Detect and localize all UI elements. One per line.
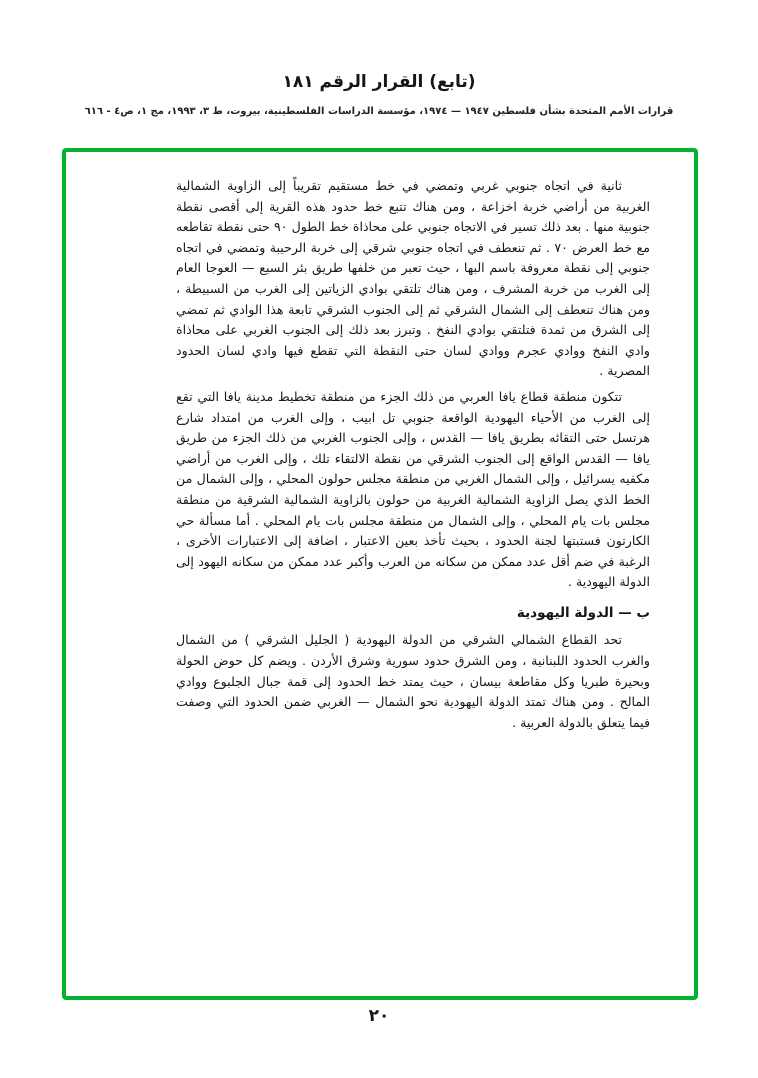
section-heading-jewish-state: ب — الدولة اليهودية — [516, 604, 650, 621]
paragraph-jewish-state-boundaries: تحد القطاع الشمالي الشرقي من الدولة اليهودية ( الجليل الشرقي ) من الشمال والغرب الحدود اللبنانية ، ومن الشرق حدود سورية وشرق الأردن . ويضم كل حوض الحولة وبحيرة طبريا وكل مقاطعة بيسان ، حيث يمتد خط الحدود إلى قمة جبال الجلبوع ووادي المالح . ومن هناك تمتد الدولة اليهودية نحو الشمال — الغربي ضمن الحدود التي وصفت فيما يتعلق بالدولة العربية . — [176, 632, 650, 730]
page-number: ٢٠ — [368, 1006, 390, 1026]
paragraph-jaffa-enclave: تتكون منطقة قطاع يافا العربي من ذلك الجزء من منطقة تخطيط مدينة يافا التي تقع إلى الغرب من الأحياء اليهودية الواقعة جنوبي تل ابيب ، وإلى الغرب من امتداد شارع هرتسل حتى التقائه بطريق يافا — القدس ، وإلى الجنوب الغربي من ذلك الجزء من طريق يافا — القدس الواقع إلى الجنوب الشرقي من نقطة الالتقاء تلك ، وإلى الغرب من أراضي مكفيه يسرائيل ، وإلى الشمال الغربي من منطقة مجلس حولون المحلي ، وإلى الشمال من الخط الذي يصل الزاوية الشمالية الغربية من حولون بالزاوية الشمالية الشرقية من منطقة مجلس بات يام المحلي ، وإلى الشمال من منطقة مجلس بات يام المحلي . أما مسألة حي الكارتون فستبتها لجنة الحدود ، بحيث تأخذ بعين الاعتبار ، اضافة إلى الاعتبارات الأخرى ، الرغبة في ضم أقل عدد ممكن من سكانه من العرب وأكبر عدد ممكن من سكانه اليهود إلى الدولة اليهودية . — [176, 388, 650, 590]
content-frame — [62, 148, 698, 1000]
paragraph-boundary-description: ثانية في اتجاه جنوبي غربي وتمضي في خط مستقيم تقريباً إلى الزاوية الشمالية الغربية من أراضي خربة اخزاعة ، ومن هناك تتبع خط حدود هذه القرية إلى أقصى نقطة جنوبية منها . بعد ذلك تسير في الاتجاه جنوبي على محاذاة خط الطول ٩٠ حتى نقطة تقاطعه مع خط العرض ٧٠ . ثم تنعطف في اتجاه جنوبي شرقي إلى خربة الرحيبة وتمضي في اتجاه جنوبي إلى نقطة معروفة باسم البها ، حيث تعبر من خلفها طريق بئر السبع — العوجا العام إلى الغرب من خربة المشرف ، ومن هناك تلتقي بوادي الزياتين إلى الغرب من السبيطة ، ومن هناك تنعطف إلى الشمال الشرقي ثم إلى الجنوب الشرقي تابعة هذا الوادي ثم تمضي إلى الشرق من ثمدة فتلتقي بوادي النفخ . وتبرز بعد ذلك إلى الجنوب الغربي على محاذاة وادي النفخ ووادي عجرم ووادي لسان حتى النقطة التي تقطع فيها وادي لسان الحدود المصرية . — [176, 178, 650, 379]
citation-line: قرارات الأمم المتحدة بشأن فلسطين ١٩٤٧ — ١٩٧٤، مؤسسة الدراسات الفلسطينية، بيروت، ط ٣، ١٩٩٣، مج ١، ص٤ - ٦١٦ — [84, 106, 674, 117]
resolution-title: (تابع) القرار الرقم ١٨١ — [282, 72, 476, 92]
body-text — [176, 176, 650, 738]
